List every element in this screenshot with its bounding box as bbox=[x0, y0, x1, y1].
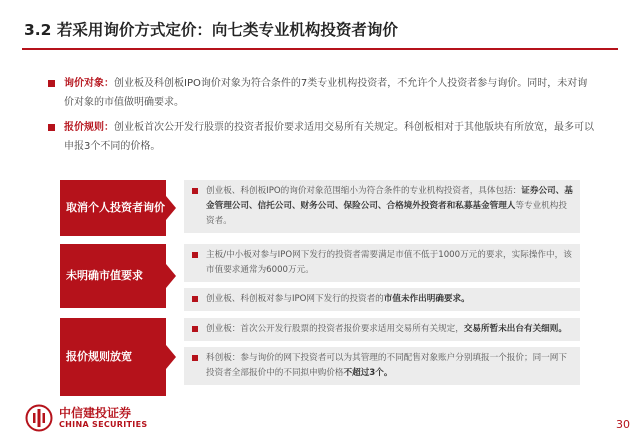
title-divider bbox=[22, 48, 618, 50]
description-text: 主板/中小板对参与IPO网下发行的投资者需要满足市值不低于1000万元的要求，实际操作中，该市值要求通常为6000万元。 bbox=[206, 250, 572, 275]
row-description bbox=[184, 244, 580, 311]
company-logo bbox=[25, 404, 147, 432]
emphasis-text: 交易所暂未出台有关细则。 bbox=[463, 324, 567, 334]
summary-bullets bbox=[48, 74, 596, 162]
row-label: 报价规则放宽 bbox=[60, 318, 166, 396]
description-item bbox=[184, 244, 580, 282]
description-item bbox=[184, 318, 580, 341]
red-square-bullet-icon bbox=[192, 296, 198, 302]
description-text: 创业板：首次公开发行股票的投资者报价要求适用交易所有关规定， bbox=[206, 324, 464, 334]
bullet-label: 询价对象： bbox=[64, 78, 114, 89]
red-square-bullet-icon bbox=[48, 80, 55, 87]
emphasis-text: 市值未作出明确要求。 bbox=[383, 294, 470, 304]
description-item bbox=[184, 180, 580, 233]
bullet-label: 报价规则： bbox=[64, 122, 114, 133]
row-description bbox=[184, 318, 580, 385]
row-no-market-value bbox=[60, 244, 580, 308]
row-cancel-individual bbox=[60, 180, 580, 236]
bullet-text: 创业板首次公开发行股票的投资者报价要求适用交易所有关规定。科创板相对于其他版块有所放宽，最多可以申报3个不同的价格。 bbox=[64, 122, 594, 152]
description-text: 创业板、科创板对参与IPO网下发行的投资者的 bbox=[206, 294, 384, 304]
row-relaxed-quote-rules bbox=[60, 318, 580, 396]
row-description bbox=[184, 180, 580, 233]
emphasis-text: 证券公司、基金管理公司、信托公司、财务公司、保险公司、合格境外投资者和私募基金管理人 bbox=[206, 186, 573, 211]
emphasis-text: 不超过3个。 bbox=[343, 368, 393, 378]
description-item bbox=[184, 347, 580, 385]
red-square-bullet-icon bbox=[192, 326, 198, 332]
red-square-bullet-icon bbox=[48, 124, 55, 131]
china-securities-logo-icon bbox=[25, 404, 53, 432]
description-text: 等专业机构投资者。 bbox=[206, 201, 567, 226]
red-square-bullet-icon bbox=[192, 188, 198, 194]
red-square-bullet-icon bbox=[192, 252, 198, 258]
bullet-quote-rules bbox=[48, 118, 596, 156]
logo-chinese-name: 中信建投证券 bbox=[59, 406, 132, 420]
description-text: 创业板、科创板IPO的询价对象范围缩小为符合条件的专业机构投资者，具体包括： bbox=[206, 186, 522, 196]
page-title: 3.2 若采用询价方式定价：向七类专业机构投资者询价 bbox=[24, 21, 398, 39]
red-square-bullet-icon bbox=[192, 355, 198, 361]
logo-english-name: CHINA SECURITIES bbox=[59, 420, 148, 429]
description-item bbox=[184, 288, 580, 311]
page-number: 30 bbox=[616, 418, 630, 431]
bullet-inquiry-objects bbox=[48, 74, 596, 112]
row-label: 未明确市值要求 bbox=[60, 244, 166, 308]
description-text: 科创板：参与询价的网下投资者可以为其管理的不同配售对象账户分别填报一个报价；同一网下投资者全部报价中的不同拟申购价格 bbox=[206, 353, 567, 378]
row-label: 取消个人投资者询价 bbox=[60, 180, 166, 236]
bullet-text: 创业板及科创板IPO询价对象为符合条件的7类专业机构投资者，不允许个人投资者参与询价。同时，未对询价对象的市值做明确要求。 bbox=[64, 78, 588, 108]
